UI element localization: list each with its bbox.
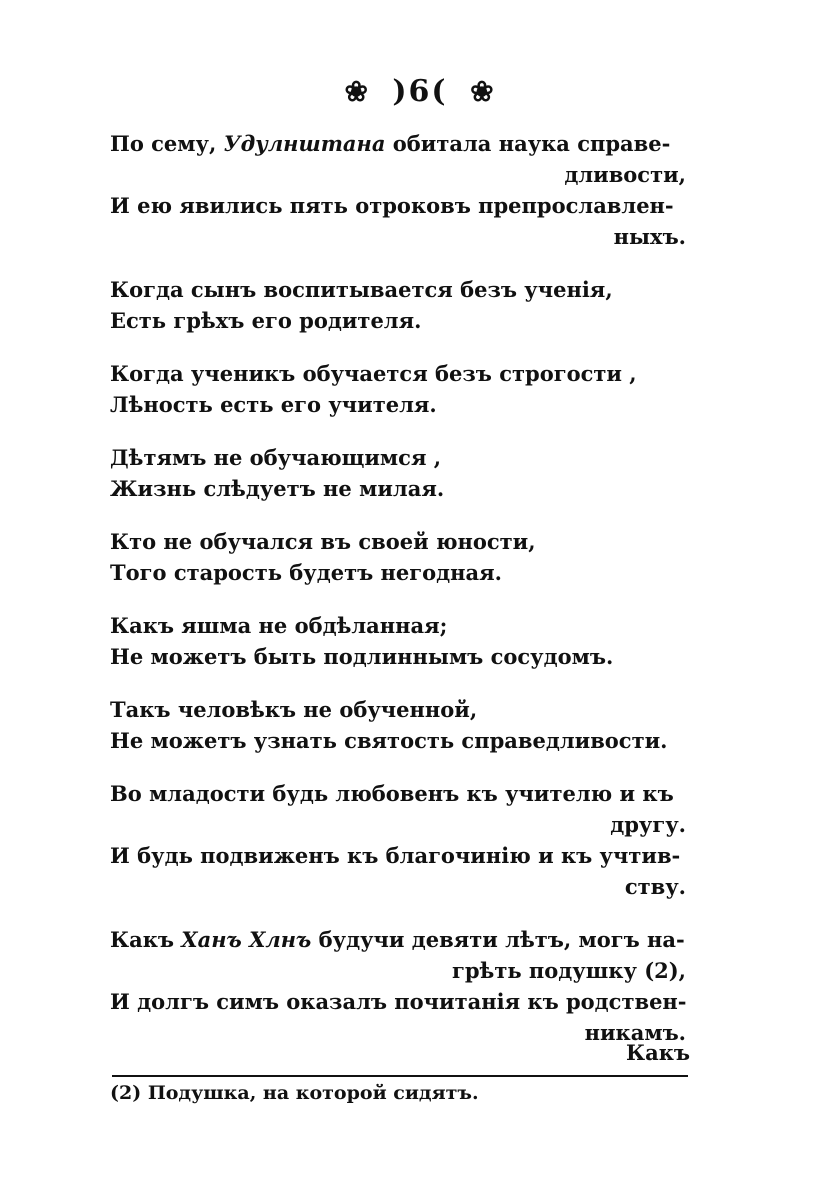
stanza [110, 924, 690, 1048]
verse-line [110, 128, 690, 159]
proper-name: Удулнштана [223, 131, 386, 156]
verse-line: Жизнь слѣдуетъ не милая. [110, 476, 445, 501]
stanza-gap [110, 420, 690, 442]
stanza [110, 610, 690, 672]
verse-line: Кто не обучался въ своей юности, [110, 529, 536, 554]
stanza-gap [110, 336, 690, 358]
catchword: Какъ [626, 1040, 690, 1065]
verse-line: И долгъ симъ оказалъ почитанія къ родствен- [110, 989, 687, 1014]
stanza-gap [110, 756, 690, 778]
verse-line: дливости, [564, 162, 686, 187]
verse-text: обитала наука справе- [385, 131, 671, 156]
ornament-right-icon: ❀ [470, 74, 496, 108]
stanza-gap [110, 588, 690, 610]
verse-line: Не можетъ узнать святость справедливости. [110, 728, 668, 753]
verse-line: Такъ человѣкъ не обученной, [110, 697, 478, 722]
verse-line: Дѣтямъ не обучающимся , [110, 445, 442, 470]
footnote-divider [112, 1075, 688, 1077]
ornament-left-icon: ❀ [344, 74, 370, 108]
verse-text: По сему, [110, 131, 224, 156]
verse-line: Когда сынъ воспитывается безъ ученія, [110, 277, 613, 302]
stanza [110, 526, 690, 588]
stanza [110, 778, 690, 902]
verse-line: Лѣность есть его учителя. [110, 392, 437, 417]
verse-line: Какъ яшма не обдѣланная; [110, 613, 448, 638]
verse-line: другу. [610, 812, 686, 837]
stanza [110, 694, 690, 756]
stanza-gap [110, 504, 690, 526]
stanza-gap [110, 672, 690, 694]
stanza [110, 274, 690, 336]
stanza [110, 358, 690, 420]
verse-line: никамъ. [584, 1020, 686, 1045]
page-number: )6( [392, 73, 448, 109]
poem-body [110, 128, 690, 1048]
verse-line: грѣть подушку (2), [452, 958, 686, 983]
stanza [110, 442, 690, 504]
footnote: (2) Подушка, на которой сидятъ. [110, 1082, 479, 1104]
stanza [110, 128, 690, 252]
verse-line: ныхъ. [613, 224, 686, 249]
verse-line [110, 924, 690, 955]
verse-line: Когда ученикъ обучается безъ строгости , [110, 361, 637, 386]
verse-line: ству. [624, 874, 686, 899]
verse-line: Того старость будетъ негодная. [110, 560, 502, 585]
verse-line: И ею явились пять отроковъ препрославлен- [110, 193, 674, 218]
stanza-gap [110, 252, 690, 274]
verse-line: Есть грѣхъ его родителя. [110, 308, 422, 333]
stanza-gap [110, 902, 690, 924]
proper-name: Ханъ Хлнъ [181, 927, 312, 952]
verse-line: И будь подвиженъ къ благочинію и къ учтив- [110, 843, 681, 868]
verse-text: будучи девяти лѣтъ, могъ на- [311, 927, 685, 952]
page-header [0, 72, 840, 109]
verse-line: Во младости будь любовенъ къ учителю и къ [110, 781, 674, 806]
verse-line: Не можетъ быть подлиннымъ сосудомъ. [110, 644, 614, 669]
verse-text: Какъ [110, 927, 182, 952]
